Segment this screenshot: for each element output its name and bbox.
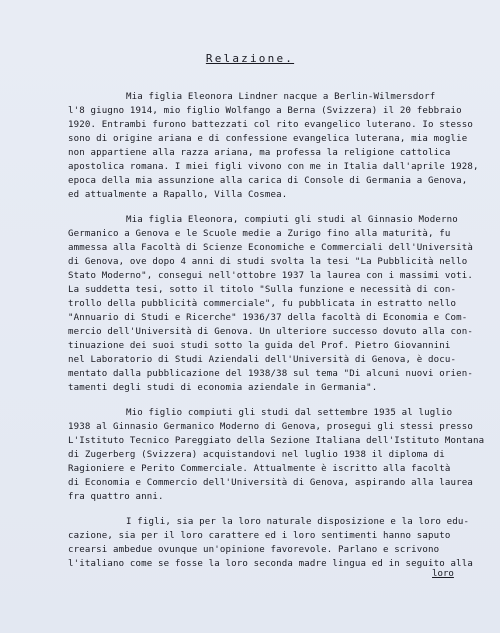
text-line: crearsi ambedue ovunque un'opinione favorevole. Parlano e scrivono	[68, 545, 440, 555]
text-line: l'8 giugno 1914, mio figlio Wolfango a Berna (Svizzera) il 20 febbraio	[68, 106, 462, 116]
paragraph-3	[68, 406, 486, 504]
text-line: tamenti degli studi di economia aziendale in Germania".	[68, 383, 378, 393]
paragraph-gap	[68, 202, 486, 213]
text-line: Ragioniere e Perito Commerciale. Attualmente è iscritto alla facoltà	[68, 464, 451, 474]
text-line: ed attualmente a Rapallo, Villa Cosmea.	[68, 190, 288, 200]
text-line: Mia figlia Eleonora Lindner nacque a Berlin-Wilmersdorf	[126, 92, 436, 102]
text-line: ammessa alla Facoltà di Scienze Economiche e Commerciali dell'Università	[68, 243, 473, 253]
text-line: Germanico a Genova e le Scuole medie a Zurigo fino alla maturità, fu	[68, 229, 451, 239]
text-line: di Zugerberg (Svizzera) acquistandovi nel luglio 1938 il diploma di	[68, 450, 445, 460]
text-line: di Genova, ove dopo 4 anni di studi svolta la tesi "La Pubblicità nello	[68, 257, 468, 267]
paragraph-1	[68, 90, 486, 202]
text-line: di Economia e Commercio dell'Università di Genova, aspirando alla laurea	[68, 478, 473, 488]
text-line: apostolica romana. I miei figli vivono con me in Italia dall'aprile 1928,	[68, 162, 479, 172]
text-line: sono di origine ariana e di confessione evangelica luterana, mia moglie	[68, 134, 468, 144]
text-line: epoca della mia assunzione alla carica di Console di Germania a Genova,	[68, 176, 468, 186]
text-line: "Annuario di Studi e Ricerche" 1936/37 della facoltà di Economia e Com-	[68, 313, 468, 323]
text-line: mercio dell'Università di Genova. Un ulteriore successo dovuto alla con-	[68, 327, 473, 337]
paragraph-gap	[68, 395, 486, 406]
text-line: cazione, sia per il loro carattere ed i loro sentimenti hanno saputo	[68, 531, 451, 541]
text-line: Mia figlia Eleonora, compiuti gli studi al Ginnasio Moderno	[126, 215, 458, 225]
document-title: Relazione.	[205, 52, 295, 65]
text-line: Mio figlio compiuti gli studi dal settembre 1935 al luglio	[126, 408, 453, 418]
catchword: loro	[432, 569, 454, 579]
text-line: La suddetta tesi, sotto il titolo "Sulla funzione e necessità di con-	[68, 285, 457, 295]
text-line: l'italiano come se fosse la loro seconda madre lingua ed in seguito alla	[68, 559, 473, 569]
text-line: fra quattro anni.	[68, 492, 164, 502]
document-body	[68, 90, 486, 571]
paragraph-2	[68, 213, 486, 395]
text-line: I figli, sia per la loro naturale disposizione e la loro edu-	[126, 517, 470, 527]
paragraph-4	[68, 515, 486, 571]
text-line: trollo della pubblicità commerciale", fu pubblicata in estratto nello	[68, 299, 457, 309]
text-line: Stato Moderno", consegui nell'ottobre 1937 la laurea con i massimi voti.	[68, 271, 473, 281]
text-line: mentato dalla pubblicazione del 1938/38 sul tema "Di alcuni nuovi orien-	[68, 369, 473, 379]
text-line: non appartiene alla razza ariana, ma professa la religione cattolica	[68, 148, 451, 158]
text-line: L'Istituto Tecnico Pareggiato della Sezione Italiana dell'Istituto Montana	[68, 436, 485, 446]
text-line: 1920. Entrambi furono battezzati col rito evangelico luterano. Io stesso	[68, 120, 473, 130]
text-line: nel Laboratorio di Studi Aziendali dell'Università di Genova, è docu-	[68, 355, 457, 365]
text-line: tinuazione dei suoi studi sotto la guida del Prof. Pietro Giovannini	[68, 341, 451, 351]
paragraph-gap	[68, 504, 486, 515]
text-line: 1938 al Ginnasio Germanico Moderno di Genova, prosegui gli stessi presso	[68, 422, 473, 432]
